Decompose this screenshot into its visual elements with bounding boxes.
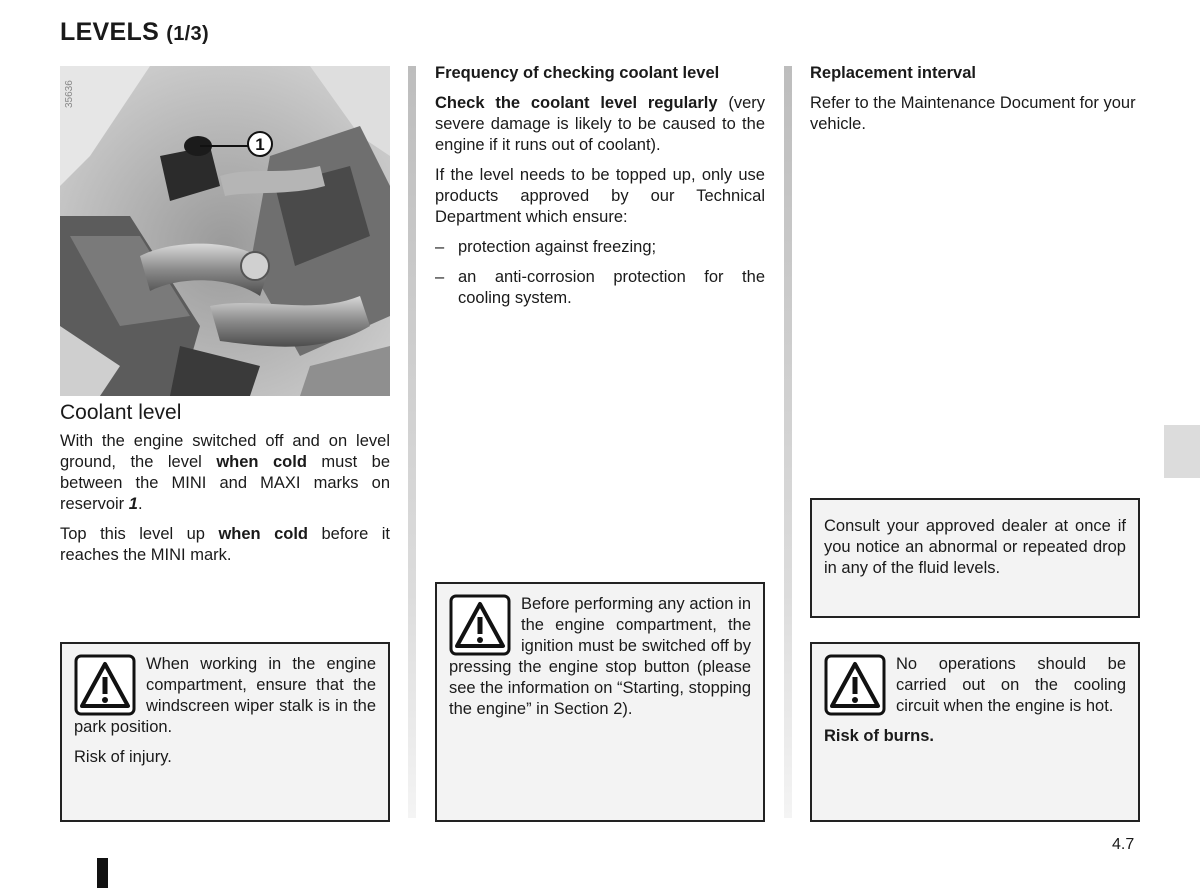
list-item-text: protection against freezing; <box>458 238 657 256</box>
text-bold: when cold <box>216 453 307 471</box>
warning-triangle-icon <box>824 654 886 716</box>
section-heading-replacement: Replacement interval <box>810 64 976 82</box>
chapter-tab <box>1164 425 1200 478</box>
column-divider <box>408 66 416 818</box>
title-part: (1/3) <box>166 23 209 45</box>
list-item <box>435 267 765 309</box>
text-run: before it reaches the MINI mark. <box>60 525 390 564</box>
bullet-list <box>435 237 765 309</box>
section-heading-coolant-level: Coolant level <box>60 401 182 424</box>
photo-reference-code: 35636 <box>64 80 75 108</box>
column-divider <box>784 66 792 818</box>
warning-risk: Risk of injury. <box>74 748 172 766</box>
text-bold: when cold <box>218 525 309 543</box>
coolant-level-paragraph <box>60 431 390 515</box>
warning-box-ignition <box>435 582 765 822</box>
bullet-dash: – <box>435 238 445 256</box>
text-run: . <box>137 495 143 513</box>
warning-triangle-icon <box>74 654 136 716</box>
warning-triangle-icon <box>449 594 511 656</box>
top-up-products-paragraph: If the level needs to be topped up, only use products approved by our Technical Department which ensure: <box>435 166 765 226</box>
list-item <box>435 237 765 258</box>
text-run: must be between the MINI and MAXI marks on reservoir <box>60 453 391 513</box>
title-text: LEVELS <box>60 18 160 46</box>
column-replacement <box>810 63 1140 144</box>
bullet-dash: – <box>435 268 445 286</box>
text-run: (very severe damage is likely to be caused to the engine if it runs out of coolant). <box>435 94 765 154</box>
warning-text: No operations should be carried out on the cooling circuit when the engine is hot. <box>896 655 1126 715</box>
reservoir-ref: 1 <box>128 495 138 513</box>
frequency-paragraph <box>435 93 765 156</box>
text-run: With the engine switched off and on level ground, the level <box>60 432 390 471</box>
column-frequency <box>435 63 765 318</box>
note-text: Consult your approved dealer at once if you notice an abnormal or repeated drop in any of the fluid levels. <box>824 517 1126 577</box>
warning-box-burns <box>810 642 1140 822</box>
note-box-dealer <box>810 498 1140 618</box>
engine-bay-photo <box>60 66 390 396</box>
photo-callout-1: 1 <box>255 135 265 154</box>
warning-text: When working in the engine compartment, ensure that the windscreen wiper stalk is in the park position. <box>74 655 376 736</box>
text-run: Top this level up <box>60 525 219 543</box>
text-bold: Check the coolant level regularly <box>435 94 718 112</box>
page-number: 4.7 <box>1112 836 1135 853</box>
column-coolant-level <box>60 402 390 575</box>
crop-mark <box>97 858 108 888</box>
warning-text: Before performing any action in the engine compartment, the ignition must be switched off by pressing the engine stop button (please see the information on “Starting, stopping the engine” in Section 2). <box>449 595 751 718</box>
warning-box-wiper <box>60 642 390 822</box>
warning-risk: Risk of burns. <box>824 727 935 745</box>
page-title <box>60 18 209 47</box>
replacement-paragraph: Refer to the Maintenance Document for your vehicle. <box>810 94 1136 133</box>
section-heading-frequency: Frequency of checking coolant level <box>435 64 720 82</box>
top-up-paragraph <box>60 524 390 566</box>
list-item-text: an anti-corrosion protection for the cooling system. <box>458 268 765 307</box>
